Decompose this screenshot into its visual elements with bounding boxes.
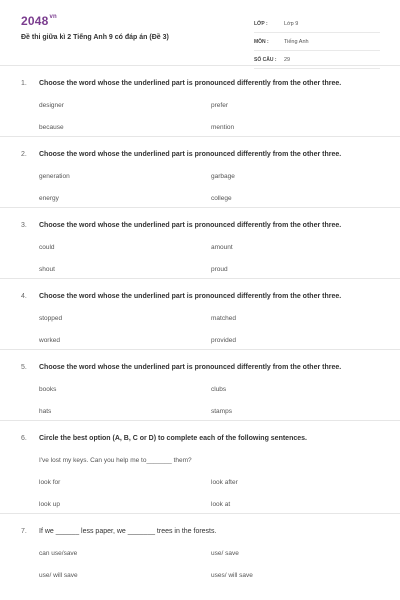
- option-b[interactable]: matched: [211, 315, 236, 322]
- question-header: [21, 364, 380, 371]
- question-list: [0, 66, 400, 596]
- document-title: Đề thi giữa kì 2 Tiếng Anh 9 có đáp án (Đề 3): [21, 34, 169, 41]
- question-1: [0, 66, 400, 137]
- exam-meta: [254, 16, 380, 70]
- option-c[interactable]: worked: [39, 337, 60, 344]
- question-number: 6.: [21, 435, 27, 442]
- option-c[interactable]: look up: [39, 501, 60, 508]
- option-b[interactable]: use/ save: [211, 550, 239, 557]
- option-b[interactable]: garbage: [211, 173, 235, 180]
- question-text: Choose the word whose the underlined part is pronounced differently from the other three.: [39, 222, 342, 229]
- option-c[interactable]: use/ will save: [39, 572, 78, 579]
- question-header: [21, 293, 380, 300]
- option-b[interactable]: clubs: [211, 386, 227, 393]
- option-d[interactable]: college: [211, 195, 232, 202]
- page-header: [0, 0, 400, 66]
- question-number: 1.: [21, 80, 27, 87]
- option-a[interactable]: generation: [39, 173, 70, 180]
- option-a[interactable]: look for: [39, 479, 61, 486]
- meta-value: 29: [284, 57, 291, 63]
- option-d[interactable]: mention: [211, 124, 235, 131]
- option-c[interactable]: because: [39, 124, 64, 131]
- question-number: 5.: [21, 364, 27, 371]
- question-text: Choose the word whose the underlined part is pronounced differently from the other three.: [39, 293, 342, 300]
- question-text: Choose the word whose the underlined part is pronounced differently from the other three.: [39, 151, 342, 158]
- question-3: [0, 208, 400, 279]
- option-c[interactable]: hats: [39, 408, 52, 415]
- option-a[interactable]: stopped: [39, 315, 63, 322]
- option-b[interactable]: amount: [211, 244, 233, 251]
- meta-label: SỐ CÂU :: [254, 57, 277, 63]
- question-2: [0, 137, 400, 208]
- meta-label: MÔN :: [254, 39, 269, 45]
- brand-logo[interactable]: [21, 14, 57, 28]
- question-sentence: I've lost my keys. Can you help me to_______ them?: [39, 457, 192, 464]
- option-a[interactable]: designer: [39, 102, 64, 109]
- option-c[interactable]: energy: [39, 195, 59, 202]
- meta-value: Tiếng Anh: [284, 39, 309, 45]
- meta-value: Lớp 9: [284, 21, 299, 27]
- option-d[interactable]: proud: [211, 266, 228, 273]
- question-header: [21, 528, 380, 535]
- question-number: 2.: [21, 151, 27, 158]
- question-number: 3.: [21, 222, 27, 229]
- meta-label: LỚP :: [254, 21, 268, 27]
- meta-row-subject: [254, 34, 380, 51]
- option-a[interactable]: can use/save: [39, 550, 78, 557]
- meta-row-class: [254, 16, 380, 33]
- option-d[interactable]: stamps: [211, 408, 232, 415]
- question-number: 7.: [21, 528, 27, 535]
- question-5: [0, 350, 400, 421]
- question-text: Circle the best option (A, B, C or D) to complete each of the following sentences.: [39, 435, 307, 442]
- question-text: Choose the word whose the underlined part is pronounced differently from the other three.: [39, 80, 342, 87]
- question-7: [0, 514, 400, 596]
- option-d[interactable]: provided: [211, 337, 236, 344]
- question-4: [0, 279, 400, 350]
- brand-name: 2048: [21, 14, 49, 28]
- question-header: [21, 151, 380, 158]
- question-text: Choose the word whose the underlined part is pronounced differently from the other three.: [39, 364, 342, 371]
- option-a[interactable]: could: [39, 244, 55, 251]
- question-header: [21, 435, 380, 442]
- option-a[interactable]: books: [39, 386, 57, 393]
- question-6: [0, 421, 400, 514]
- option-d[interactable]: look at: [211, 501, 231, 508]
- option-b[interactable]: look after: [211, 479, 238, 486]
- option-b[interactable]: prefer: [211, 102, 228, 109]
- option-d[interactable]: uses/ will save: [211, 572, 253, 579]
- question-header: [21, 80, 380, 87]
- question-header: [21, 222, 380, 229]
- question-number: 4.: [21, 293, 27, 300]
- option-c[interactable]: shout: [39, 266, 55, 273]
- brand-suffix: vn: [49, 14, 57, 20]
- question-text: If we ______ less paper, we _______ trees in the forests.: [39, 528, 217, 535]
